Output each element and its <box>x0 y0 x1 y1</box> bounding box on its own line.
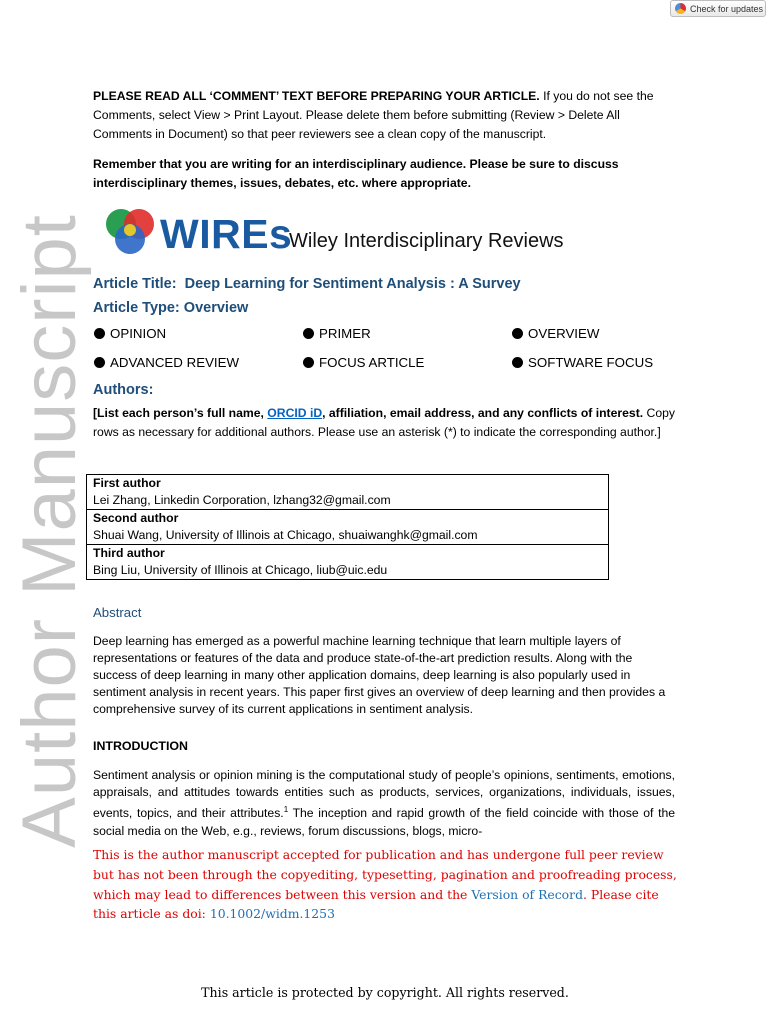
author-row <box>87 475 608 509</box>
copyright-footer: This article is protected by copyright. All rights reserved. <box>201 985 569 1000</box>
author-role: Second author <box>93 511 179 525</box>
type-option-focus-article[interactable] <box>303 355 424 370</box>
type-option-label: OPINION <box>110 326 167 341</box>
author-role: First author <box>93 476 161 490</box>
article-type-text: Overview <box>183 300 249 316</box>
introduction-text-part: The inception and rapid growth of the field coincide with those of the social media on the Web, e.g., reviews, forum discussions, blogs, micro- <box>93 806 676 838</box>
introduction-text <box>93 767 675 840</box>
doi-link[interactable]: 10.1002/widm.1253 <box>209 906 335 922</box>
introduction-heading: INTRODUCTION <box>93 739 188 753</box>
orcid-link[interactable]: ORCID iD <box>267 406 323 420</box>
type-option-advanced-review[interactable] <box>94 355 239 370</box>
bullet-icon <box>512 328 523 339</box>
authors-heading: Authors: <box>93 382 154 398</box>
authors-instruction <box>93 404 675 442</box>
type-option-label: FOCUS ARTICLE <box>319 355 425 370</box>
notice-text: . Please cite this article as doi: <box>93 886 659 922</box>
article-title-text: Deep Learning for Sentiment Analysis : A Survey <box>184 276 521 292</box>
bullet-icon <box>94 328 105 339</box>
instructions-paragraph-1 <box>93 87 675 144</box>
type-option-overview[interactable] <box>512 326 599 341</box>
type-option-label: PRIMER <box>319 326 371 341</box>
manuscript-notice <box>93 845 678 924</box>
type-option-label: ADVANCED REVIEW <box>110 355 240 370</box>
article-title-label: Article Title: <box>93 276 177 292</box>
bullet-icon <box>303 357 314 368</box>
author-details: Shuai Wang, University of Illinois at Chicago, shuaiwanghk@gmail.com <box>93 527 478 542</box>
authors-table <box>86 474 609 580</box>
article-type <box>93 300 248 316</box>
citation-superscript: 1 <box>283 805 289 815</box>
type-option-primer[interactable] <box>303 326 371 341</box>
authors-instruction-text: Copy rows as necessary for additional authors. Please use an asterisk (*) to indicate the corresponding author.] <box>93 406 675 439</box>
author-row <box>87 544 608 579</box>
abstract-text: Deep learning has emerged as a powerful machine learning technique that learn multiple layers of representations or features of the data and produce state-of-the-art prediction results. Along with the success of deep learning in many other application domains, deep learning is also popularly used in sentiment analysis in recent years. This paper first gives an overview of deep learning and then provides a comprehensive survey of its current applications in sentiment analysis. <box>93 634 666 716</box>
author-manuscript-watermark: Author Manuscript <box>7 214 92 848</box>
check-for-updates-button[interactable] <box>670 0 766 17</box>
type-option-software-focus[interactable] <box>512 355 653 370</box>
instructions-bold-text: PLEASE READ ALL ‘COMMENT’ TEXT BEFORE PREPARING YOUR ARTICLE. <box>93 89 540 103</box>
type-option-label: SOFTWARE FOCUS <box>528 355 654 370</box>
author-details: Lei Zhang, Linkedin Corporation, lzhang32@gmail.com <box>93 492 391 507</box>
bullet-icon <box>303 328 314 339</box>
authors-instruction-text: , affiliation, email address, and any conflicts of interest. <box>322 406 644 420</box>
bullet-icon <box>512 357 523 368</box>
article-title <box>93 276 521 292</box>
author-role: Third author <box>93 546 165 560</box>
notice-text: This is the author manuscript accepted for publication and has undergone full peer review but has not been through the copyediting, typesetting, pagination and proofreading process, which may lead to differences between this version and the <box>93 847 677 902</box>
type-option-opinion[interactable] <box>94 326 166 341</box>
author-details: Bing Liu, University of Illinois at Chicago, liub@uic.edu <box>93 562 388 577</box>
bullet-icon <box>94 357 105 368</box>
instructions-paragraph-2: Remember that you are writing for an interdisciplinary audience. Please be sure to discuss interdisciplinary themes, issues, debates, etc. where appropriate. <box>93 157 619 190</box>
author-row <box>87 509 608 544</box>
abstract-heading: Abstract <box>93 605 142 620</box>
authors-instruction-text: [List each person’s full name, <box>93 406 268 420</box>
version-of-record-link[interactable]: Version of Record <box>471 886 583 902</box>
wires-wordmark: WIREs <box>160 211 293 257</box>
introduction-text-part: Sentiment analysis or opinion mining is the computational study of people’s opinions, sentiments, emotions, appraisals, and attitudes towards entities such as products, services, organizations, individuals, issues, events, topics, and their attributes. <box>93 768 675 821</box>
crossmark-icon <box>675 3 686 14</box>
wires-subtitle: Wiley Interdisciplinary Reviews <box>289 230 564 252</box>
article-type-label: Article Type: <box>93 300 180 316</box>
instructions-rest-text: If you do not see the Comments, select View > Print Layout. Please delete them before submitting (Review > Delete All Comments in Document) so that peer reviewers see a clean copy of the manuscript. <box>93 89 654 141</box>
type-option-label: OVERVIEW <box>528 326 600 341</box>
wires-logo-icon <box>101 208 159 258</box>
check-for-updates-label: Check for updates <box>690 3 764 14</box>
